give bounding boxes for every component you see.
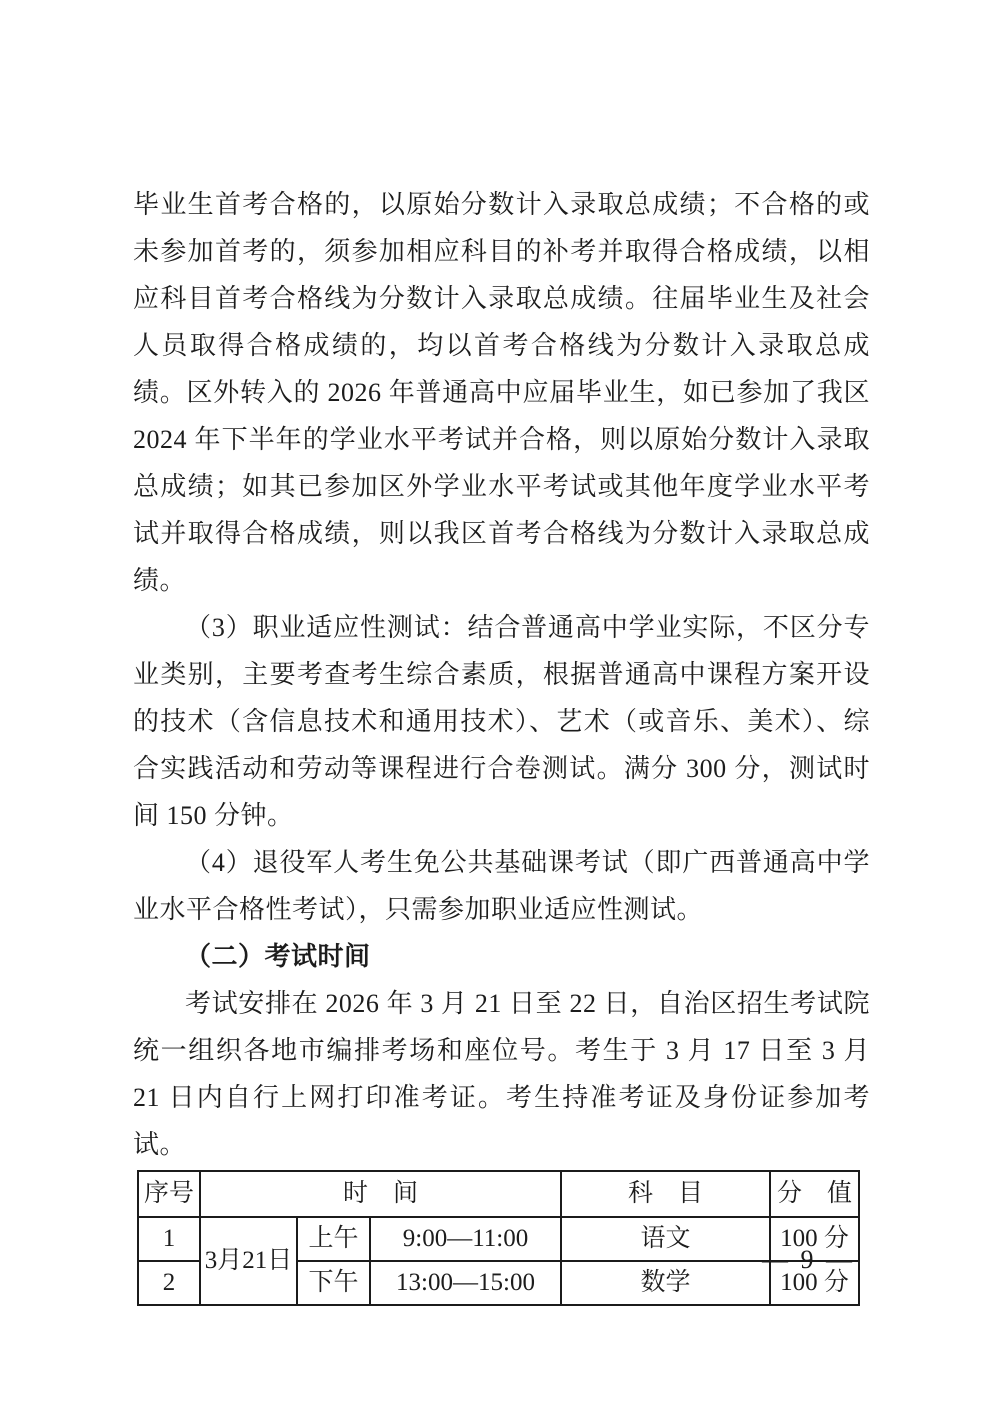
cell-score: 100 分 — [770, 1261, 859, 1305]
cell-seq: 2 — [138, 1261, 200, 1305]
header-time: 时 间 — [200, 1171, 561, 1217]
cell-time: 9:00—11:00 — [370, 1217, 561, 1261]
exam-schedule-table — [137, 1170, 860, 1306]
paragraph-exam-arrangement: 考试安排在 2026 年 3 月 21 日至 22 日，自治区招生考试院统一组织各地市编排考场和座位号。考生于 3 月 17 日至 3 月 21 日内自行上网打印准考证。考生持准考证及身份证参加考试。 — [133, 989, 870, 1159]
header-score: 分 值 — [770, 1171, 859, 1217]
document-body — [133, 181, 870, 1306]
header-subject: 科 目 — [561, 1171, 770, 1217]
header-seq: 序号 — [138, 1171, 200, 1217]
cell-seq: 1 — [138, 1217, 200, 1261]
cell-subject: 语文 — [561, 1217, 770, 1261]
table-row — [138, 1217, 859, 1261]
cell-session: 下午 — [297, 1261, 370, 1305]
cell-date: 3月21日 — [200, 1217, 297, 1305]
paragraph-item-4: （4）退役军人考生免公共基础课考试（即广西普通高中学业水平合格性考试），只需参加职业适应性测试。 — [133, 848, 870, 924]
paragraph-continuation: 毕业生首考合格的，以原始分数计入录取总成绩；不合格的或未参加首考的，须参加相应科目的补考并取得合格成绩，以相应科目首考合格线为分数计入录取总成绩。往届毕业生及社会人员取得合格成绩的，均以首考合格线为分数计入录取总成绩。区外转入的 2026 年普通高中应届毕业生，如已参加了我区 2024 年下半年的学业水平考试并合格，则以原始分数计入录取总成绩；如其已参加区外学业水平考试或其他年度学业水平考试并取得合格成绩，则以我区首考合格线为分数计入录取总成绩。 — [133, 190, 870, 595]
cell-time: 13:00—15:00 — [370, 1261, 561, 1305]
section-heading-exam-time: （二）考试时间 — [185, 942, 371, 971]
cell-subject: 数学 — [561, 1261, 770, 1305]
table-header-row — [138, 1171, 859, 1217]
cell-session: 上午 — [297, 1217, 370, 1261]
page-number: — 9 — — [762, 1245, 852, 1274]
paragraph-item-3: （3）职业适应性测试：结合普通高中学业实际，不区分专业类别，主要考查考生综合素质，根据普通高中课程方案开设的技术（含信息技术和通用技术）、艺术（或音乐、美术）、综合实践活动和劳动等课程进行合卷测试。满分 300 分，测试时间 150 分钟。 — [133, 613, 870, 830]
cell-score: 100 分 — [770, 1217, 859, 1261]
